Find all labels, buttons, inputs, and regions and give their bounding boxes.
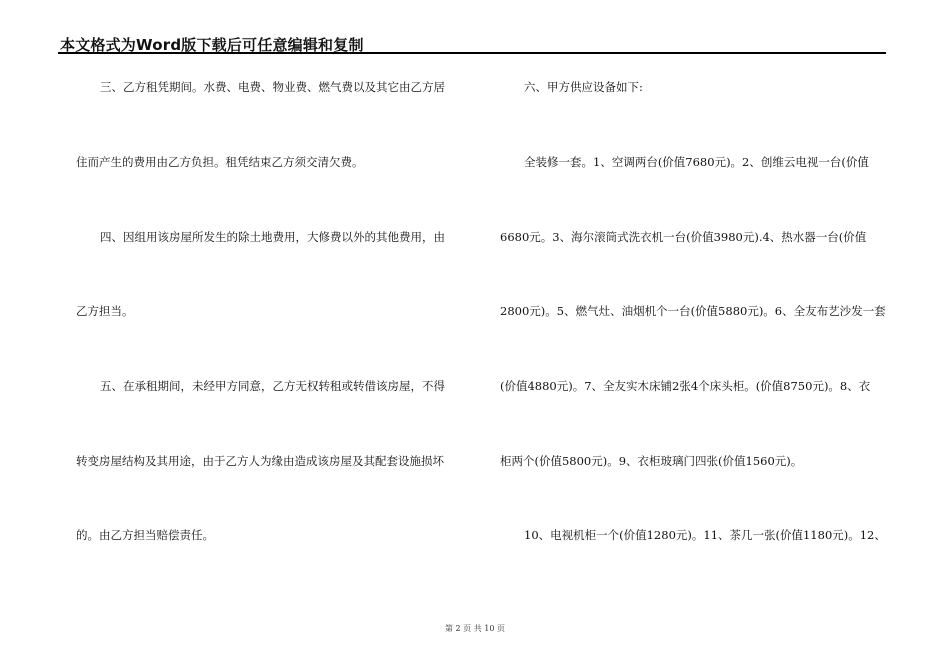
- document-header-title: 本文格式为Word版下载后可任意编辑和复制: [60, 36, 364, 54]
- left-line-1: 三、乙方租凭期间。水费、电费、物业费、燃气费以及其它由乙方居: [100, 80, 445, 94]
- right-line-7: 10、电视机柜一个(价值1280元)。11、茶几一张(价值1180元)。12、: [524, 528, 886, 542]
- right-line-1: 六、甲方供应设备如下:: [524, 80, 643, 94]
- right-line-4: 2800元)。5、燃气灶、油烟机个一台(价值5880元)。6、全友布艺沙发一套: [500, 304, 886, 318]
- left-line-5: 五、在承租期间，未经甲方同意，乙方无权转租或转借该房屋，不得: [100, 379, 445, 393]
- header-divider: [58, 52, 886, 54]
- page-number-footer: 第 2 页 共 10 页: [445, 624, 505, 633]
- right-line-3: 6680元。3、海尔滚筒式洗衣机一台(价值3980元).4、热水器一台(价值: [500, 230, 867, 244]
- left-line-7: 的。由乙方担当赔偿责任。: [76, 528, 214, 542]
- right-line-2: 全装修一套。1、空调两台(价值7680元)。2、创维云电视一台(价值: [524, 155, 869, 169]
- left-line-6: 转变房屋结构及其用途，由于乙方人为缘由造成该房屋及其配套设施损坏: [76, 454, 444, 468]
- left-line-2: 住而产生的费用由乙方负担。租凭结束乙方须交清欠费。: [76, 155, 364, 169]
- left-line-3: 四、因组用该房屋所发生的除土地费用，大修费以外的其他费用，由: [100, 230, 445, 244]
- right-line-6: 柜两个(价值5800元)。9、衣柜玻璃门四张(价值1560元)。: [500, 454, 803, 468]
- right-line-5: (价值4880元)。7、全友实木床铺2张4个床头柜。(价值8750元)。8、衣: [500, 379, 871, 393]
- left-line-4: 乙方担当。: [76, 304, 134, 318]
